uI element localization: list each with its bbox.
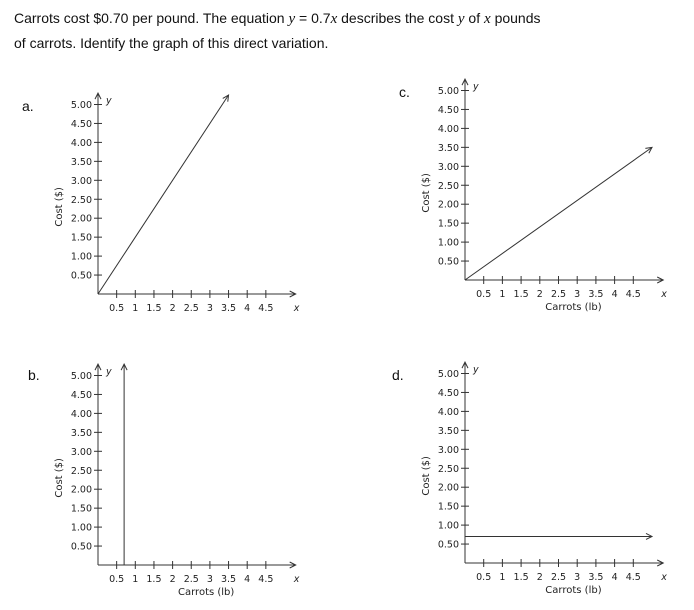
choice-a-label[interactable]: a.: [22, 98, 34, 114]
y-tick-label: 5.00: [437, 86, 459, 97]
y-tick-label: 3.50: [70, 156, 92, 168]
x-tick-label: 3.5: [588, 289, 604, 300]
y-tick-label: 1.00: [437, 520, 459, 532]
y-tick-label: 2.00: [70, 484, 92, 496]
y-tick-label: 3.00: [70, 175, 92, 187]
x-tick-label: 0.5: [109, 303, 125, 314]
y-tick-label: 1.50: [437, 218, 459, 230]
x-tick-label: 3: [206, 303, 213, 314]
x-axis-title: Carrots (lb): [545, 585, 602, 596]
x-tick-label: 1.5: [146, 303, 162, 314]
variable-y: y: [288, 11, 296, 27]
y-axis-title: Cost ($): [421, 456, 432, 496]
x-tick-label: 2.5: [550, 572, 567, 583]
x-tick-label: 1.5: [146, 574, 162, 585]
y-tick-label: 2.00: [70, 213, 92, 225]
question-text-part: = 0.7: [295, 10, 331, 26]
x-tick-label: 4: [611, 572, 618, 583]
x-tick-label: 1: [132, 574, 139, 585]
x-tick-label: 2: [169, 574, 176, 585]
y-tick-label: 5.00: [437, 369, 459, 380]
question-text-part: describes the cost: [337, 10, 458, 26]
y-axis-variable: y: [106, 366, 112, 378]
x-tick-label: 0.5: [109, 574, 125, 585]
x-tick-label: 4.5: [258, 574, 274, 585]
question-line-2: of carrots. Identify the graph of this direct variation.: [14, 35, 329, 51]
y-tick-label: 3.00: [437, 161, 459, 173]
x-tick-label: 3.5: [220, 303, 237, 314]
y-tick-label: 1.50: [70, 503, 92, 515]
question-text-part: Carrots cost $0.70 per pound. The equation: [14, 10, 289, 26]
x-tick-label: 2.5: [550, 289, 567, 300]
y-tick-label: 0.50: [70, 270, 92, 282]
y-tick-label: 0.50: [437, 539, 459, 551]
y-tick-label: 4.50: [437, 104, 459, 116]
y-axis-variable: y: [473, 81, 479, 93]
y-axis-title: Cost ($): [421, 173, 432, 213]
y-tick-label: 3.50: [70, 427, 92, 439]
x-axis-variable: x: [293, 303, 300, 314]
x-axis-variable: x: [293, 574, 300, 585]
x-tick-label: 4.5: [625, 289, 641, 300]
y-tick-label: 2.50: [70, 194, 92, 206]
variable-x: x: [330, 11, 338, 27]
choice-d-label[interactable]: d.: [392, 367, 404, 383]
x-tick-label: 0.5: [476, 289, 492, 300]
y-tick-label: 5.00: [70, 371, 92, 382]
x-tick-label: 4: [244, 303, 251, 314]
choice-b-label[interactable]: b.: [28, 367, 40, 383]
x-tick-label: 1: [132, 303, 139, 314]
y-tick-label: 4.50: [70, 389, 92, 401]
y-tick-label: 3.00: [437, 444, 459, 456]
x-tick-label: 4: [244, 574, 251, 585]
y-axis-title: Cost ($): [54, 458, 65, 498]
variable-y: y: [457, 11, 465, 27]
x-tick-label: 0.5: [476, 572, 492, 583]
y-tick-label: 2.50: [70, 465, 92, 477]
x-axis-title: Carrots (lb): [178, 587, 235, 598]
y-tick-label: 4.00: [437, 406, 459, 418]
y-tick-label: 4.50: [437, 387, 459, 399]
y-axis-variable: y: [473, 364, 479, 376]
x-tick-label: 2: [536, 572, 543, 583]
y-tick-label: 0.50: [70, 541, 92, 553]
y-axis-title: Cost ($): [54, 187, 65, 227]
question-text-part: of: [464, 10, 485, 26]
y-tick-label: 1.00: [437, 237, 459, 249]
x-tick-label: 1.5: [513, 289, 529, 300]
x-tick-label: 1.5: [513, 572, 529, 583]
y-tick-label: 2.50: [437, 463, 459, 475]
x-axis-variable: x: [661, 289, 667, 300]
x-tick-label: 2.5: [183, 574, 199, 585]
y-tick-label: 1.50: [437, 501, 459, 513]
x-axis-variable: x: [661, 572, 667, 583]
y-tick-label: 2.50: [437, 180, 459, 192]
y-axis-variable: y: [106, 95, 112, 107]
x-tick-label: 1: [499, 289, 506, 300]
variable-x: x: [484, 11, 491, 27]
x-tick-label: 2.5: [183, 303, 199, 314]
y-tick-label: 4.00: [70, 137, 92, 149]
x-tick-label: 3: [206, 574, 213, 585]
x-tick-label: 3.5: [220, 574, 237, 585]
x-tick-label: 1: [499, 572, 506, 583]
y-tick-label: 1.50: [70, 232, 92, 244]
y-tick-label: 4.00: [437, 123, 459, 135]
y-tick-label: 2.00: [437, 199, 459, 211]
x-tick-label: 3.5: [588, 572, 604, 583]
y-tick-label: 3.50: [437, 142, 459, 154]
question-text-part: pounds: [490, 10, 541, 26]
y-tick-label: 3.50: [437, 425, 459, 437]
x-tick-label: 3: [574, 289, 581, 300]
y-tick-label: 1.00: [70, 522, 92, 534]
x-tick-label: 2: [169, 303, 176, 314]
x-tick-label: 4.5: [625, 572, 641, 583]
y-tick-label: 0.50: [437, 256, 459, 268]
y-tick-label: 3.00: [70, 446, 92, 458]
y-tick-label: 5.00: [70, 100, 92, 111]
y-tick-label: 1.00: [70, 251, 92, 263]
x-tick-label: 3: [574, 572, 581, 583]
y-tick-label: 4.00: [70, 408, 92, 420]
x-tick-label: 2: [536, 289, 543, 300]
x-axis-title: Carrots (lb): [545, 302, 602, 313]
y-tick-label: 2.00: [437, 482, 459, 494]
x-tick-label: 4.5: [258, 303, 274, 314]
choice-c-label[interactable]: c.: [399, 84, 410, 100]
x-tick-label: 4: [611, 289, 618, 300]
y-tick-label: 4.50: [70, 118, 92, 130]
